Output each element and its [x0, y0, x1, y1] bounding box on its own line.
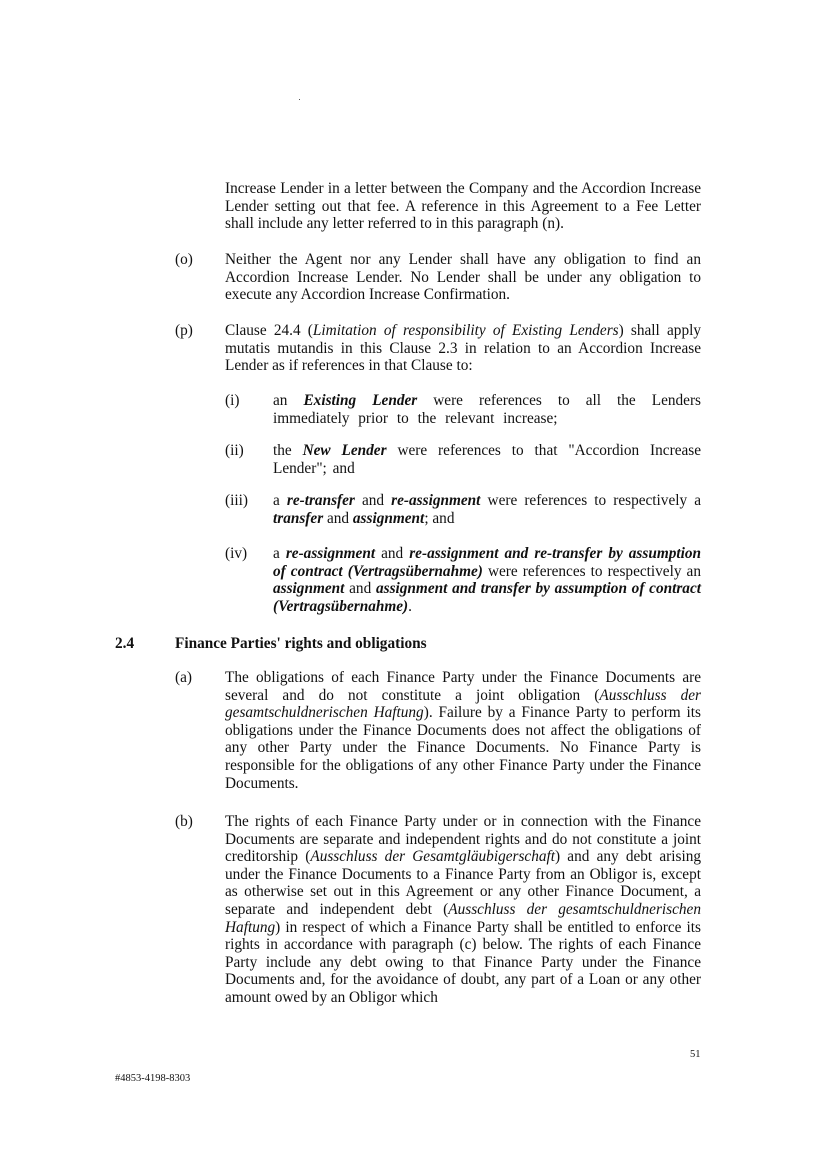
- page-number: 51: [690, 1049, 701, 1060]
- item-ii-label: (ii): [225, 442, 244, 459]
- defined-term: re-transfer: [286, 492, 355, 509]
- item-iii-label: (iii): [225, 492, 248, 509]
- continuation-paragraph: Increase Lender in a letter between the Company and the Accordion Increase Lender setting out that fee. A reference in this Agreement to a Fee Letter shall include any letter referred to in this paragraph (n).: [225, 180, 701, 233]
- section-title: Finance Parties' rights and obligations: [175, 635, 427, 652]
- item-iv-label: (iv): [225, 545, 248, 562]
- paragraph-o: Neither the Agent nor any Lender shall have any obligation to find an Accordion Increase Lender. No Lender shall be under any obligation to execute any Accordion Increase Confirmation.: [225, 251, 701, 304]
- document-id: #4853-4198-8303: [115, 1073, 191, 1084]
- item-iii: a re-transfer and re-assignment were references to respectively a transfer and assignment; and: [273, 492, 702, 527]
- defined-term: assignment and transfer by assumption of contract (Vertragsübernahme): [273, 580, 701, 615]
- paragraph-b: The rights of each Finance Party under or in connection with the Finance Documents are separate and independent rights and do not constitute a joint creditorship (Ausschluss der Gesamtgläubigerschaft) and any debt arising under the Finance Documents to a Finance Party from an Obligor is, except as otherwise set out in this Agreement or any other Finance Document, a separate and independent debt (Ausschluss der gesamtschuldnerischen Haftung) in respect of which a Finance Party shall be entitled to enforce its rights in accordance with paragraph (c) below. The rights of each Finance Party include any debt owing to that Finance Party under the Finance Documents and, for the avoidance of doubt, any part of a Loan or any other amount owed by an Obligor which: [225, 813, 701, 1006]
- item-i-label: (i): [225, 392, 240, 409]
- defined-term: re-assignment and re-transfer by assumption of contract (Vertragsübernahme): [273, 545, 702, 580]
- defined-term: assignment: [352, 509, 425, 527]
- item-ii: the New Lender were references to that "Accordion Increase Lender"; and: [273, 442, 702, 477]
- paragraph-o-label: (o): [175, 251, 193, 268]
- clause-reference: Limitation of responsibility of Existing Lenders: [312, 322, 619, 339]
- item-i: an Existing Lender were references to all the Lenders immediately prior to the relevant increase;: [273, 392, 701, 427]
- defined-term: New Lender: [302, 442, 387, 459]
- paragraph-b-label: (b): [175, 813, 193, 830]
- paragraph-p-label: (p): [175, 322, 193, 339]
- paragraph-a-label: (a): [175, 669, 192, 686]
- german-term: Ausschluss der gesamtschuldnerischen Haftung: [225, 900, 701, 936]
- paragraph-a: The obligations of each Finance Party under the Finance Documents are several and do not constitute a joint obligation (Ausschluss der gesamtschuldnerischen Haftung). Failure by a Finance Party to perform its obligations under the Finance Documents does not affect the obligations of any other Party under the Finance Documents. No Finance Party is responsible for the obligations of any other Finance Party under the Finance Documents.: [225, 669, 701, 792]
- german-term: Ausschluss der gesamtschuldnerischen Haftung: [225, 686, 701, 722]
- item-iv: a re-assignment and re-assignment and re-transfer by assumption of contract (Vertragsübernahme) were references to respectively an assignment and assignment and transfer by assumption of contract (Vertragsübernahme).: [273, 545, 702, 615]
- defined-term: Existing Lender: [303, 392, 418, 409]
- section-number: 2.4: [115, 635, 135, 652]
- defined-term: re-assignment: [391, 492, 481, 509]
- defined-term: re-assignment: [285, 545, 376, 562]
- defined-term: transfer: [273, 509, 324, 527]
- defined-term: assignment: [273, 580, 345, 598]
- paragraph-p: Clause 24.4 (Limitation of responsibility of Existing Lenders) shall apply mutatis mutandis in this Clause 2.3 in relation to an Accordion Increase Lender as if references in that Clause to:: [225, 322, 701, 375]
- stray-mark: [299, 99, 300, 100]
- german-term: Ausschluss der Gesamtgläubigerschaft: [310, 848, 556, 866]
